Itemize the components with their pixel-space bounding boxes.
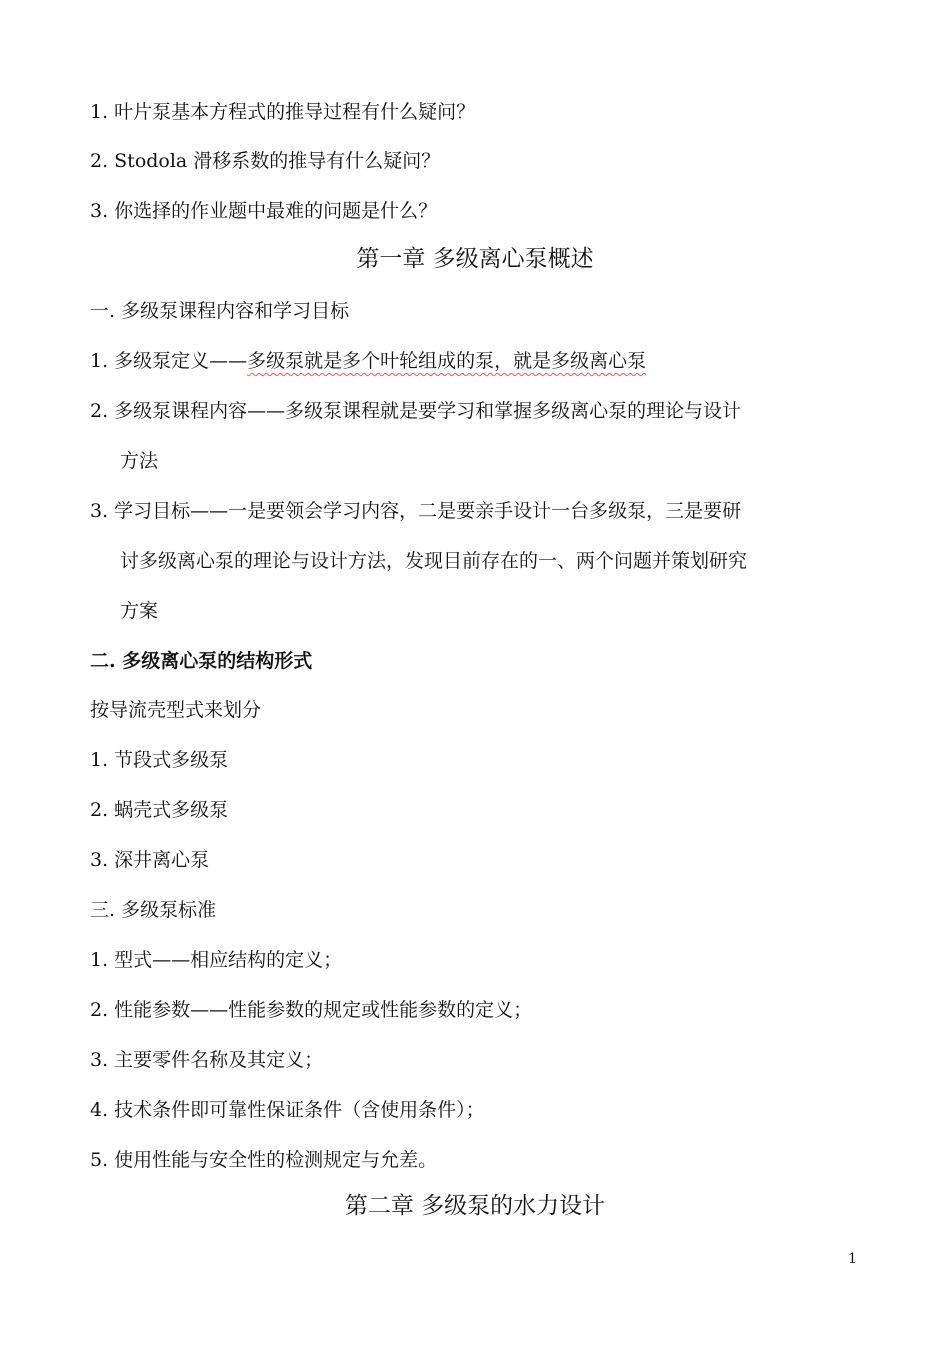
section-1-item-3-line-1: 3. 学习目标——一是要领会学习内容，二是要亲手设计一台多级泵，三是要研 xyxy=(90,500,742,522)
section-3-item-2: 2. 性能参数——性能参数的规定或性能参数的定义； xyxy=(90,999,533,1021)
section-1-item-2-line-1: 2. 多级泵课程内容——多级泵课程就是要学习和掌握多级离心泵的理论与设计 xyxy=(90,400,742,422)
section-3-item-3: 3. 主要零件名称及其定义； xyxy=(90,1049,324,1071)
section-1-heading: 一. 多级泵课程内容和学习目标 xyxy=(90,300,350,322)
section-2-item-2: 2. 蜗壳式多级泵 xyxy=(90,799,229,821)
item-1-prefix: 1. 多级泵定义—— xyxy=(90,350,248,372)
section-1-item-3-line-2: 讨多级离心泵的理论与设计方法，发现目前存在的一、两个问题并策划研究 xyxy=(120,550,748,572)
section-3-item-1: 1. 型式——相应结构的定义； xyxy=(90,949,343,971)
section-1-item-2-line-2: 方法 xyxy=(120,450,159,472)
section-2-item-1: 1. 节段式多级泵 xyxy=(90,749,229,771)
section-1-item-1 xyxy=(90,347,646,375)
section-2-heading: 二. 多级离心泵的结构形式 xyxy=(90,650,313,672)
section-1-item-3-line-3: 方案 xyxy=(120,600,159,622)
section-3-heading: 三. 多级泵标准 xyxy=(90,899,217,921)
section-2-item-3: 3. 深井离心泵 xyxy=(90,849,210,871)
section-3-item-5: 5. 使用性能与安全性的检测规定与允差。 xyxy=(90,1149,438,1171)
section-2-intro: 按导流壳型式来划分 xyxy=(90,699,262,721)
chapter-1-title: 第一章 多级离心泵概述 xyxy=(356,246,594,272)
section-3-item-4: 4. 技术条件即可靠性保证条件（含使用条件）； xyxy=(90,1099,485,1121)
page-number: 1 xyxy=(848,1251,857,1267)
chapter-2-title: 第二章 多级泵的水力设计 xyxy=(344,1193,606,1219)
item-1-underlined-text: 多级泵就是多个叶轮组成的泵，就是多级离心泵 xyxy=(247,350,647,372)
question-2: 2. Stodola 滑移系数的推导有什么疑问？ xyxy=(90,150,441,172)
question-3: 3. 你选择的作业题中最难的问题是什么？ xyxy=(90,200,438,222)
question-1: 1. 叶片泵基本方程式的推导过程有什么疑问？ xyxy=(90,101,476,123)
